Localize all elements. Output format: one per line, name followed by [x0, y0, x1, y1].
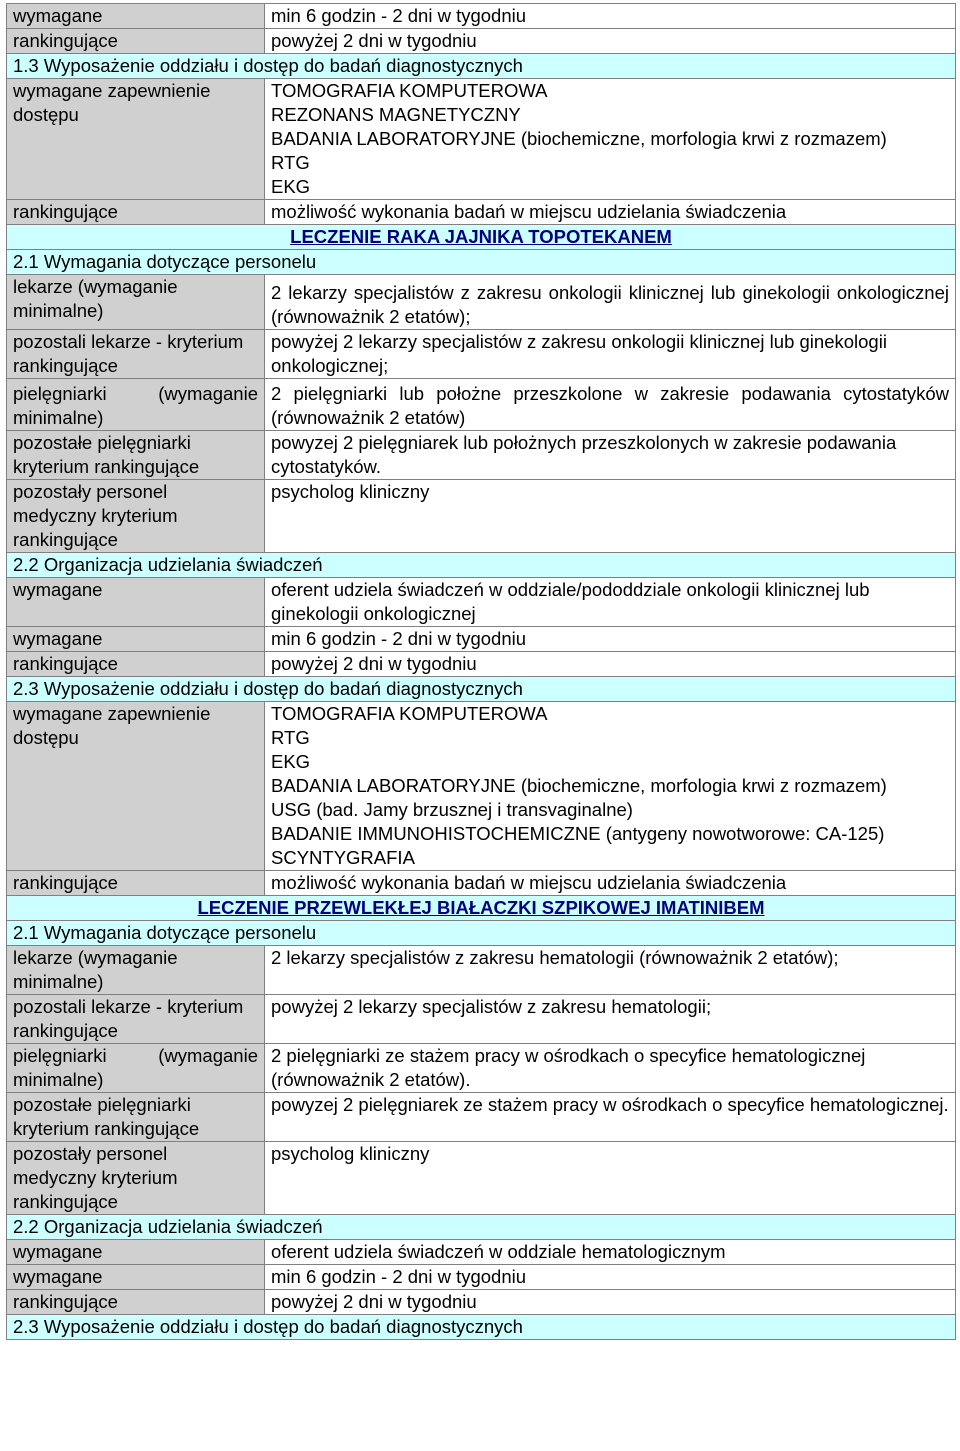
section-heading: 2.2 Organizacja udzielania świadczeń [7, 1215, 956, 1240]
row-label: wymagane [7, 4, 265, 29]
row-label: wymagane zapewnienie dostępu [7, 702, 265, 871]
section-row [7, 250, 956, 275]
equipment-item: RTG [271, 152, 310, 173]
row-value: min 6 godzin - 2 dni w tygodniu [265, 627, 956, 652]
row-value: powyżej 2 lekarzy specjalistów z zakresu hematologii; [265, 995, 956, 1044]
equipment-list [265, 79, 956, 200]
row-value: możliwość wykonania badań w miejscu udzielania świadczenia [265, 200, 956, 225]
row-value: 2 lekarzy specjalistów z zakresu hematologii (równoważnik 2 etatów); [265, 946, 956, 995]
row-label: wymagane [7, 627, 265, 652]
row-label: pozostali lekarze - kryterium rankingujące [7, 995, 265, 1044]
equipment-item: BADANIE IMMUNOHISTOCHEMICZNE (antygeny nowotworowe: CA-125) [271, 823, 885, 844]
section-row [7, 677, 956, 702]
row-label: wymagane [7, 578, 265, 627]
row-value: 2 pielęgniarki lub położne przeszkolone w zakresie podawania cytostatyków (równoważnik 2 etatów) [265, 379, 956, 431]
section-heading: 2.1 Wymagania dotyczące personelu [7, 921, 956, 946]
row-label: pozostały personel medyczny kryterium rankingujące [7, 1142, 265, 1215]
table-row [7, 480, 956, 553]
row-value: min 6 godzin - 2 dni w tygodniu [265, 4, 956, 29]
equipment-item: TOMOGRAFIA KOMPUTEROWA [271, 80, 548, 101]
table-row [7, 4, 956, 29]
section-heading: 2.2 Organizacja udzielania świadczeń [7, 553, 956, 578]
table-row [7, 1044, 956, 1093]
row-value: powyzej 2 pielęgniarek lub położnych przeszkolonych w zakresie podawania cytostatyków. [265, 431, 956, 480]
row-value: 2 lekarzy specjalistów z zakresu onkologii klinicznej lub ginekologii onkologicznej (równoważnik 2 etatów); [265, 275, 956, 330]
table-row [7, 871, 956, 896]
table-row [7, 275, 956, 330]
row-label: wymagane [7, 1265, 265, 1290]
table-row [7, 1142, 956, 1215]
table-row [7, 330, 956, 379]
section-row [7, 921, 956, 946]
table-row [7, 200, 956, 225]
section-row [7, 1315, 956, 1340]
row-label: pielęgniarki (wymaganie minimalne) [7, 379, 265, 431]
section-heading: 2.1 Wymagania dotyczące personelu [7, 250, 956, 275]
row-label: lekarze (wymaganie minimalne) [7, 946, 265, 995]
table-row [7, 627, 956, 652]
title-row [7, 896, 956, 921]
row-label: rankingujące [7, 200, 265, 225]
table-row [7, 702, 956, 871]
requirements-table [6, 3, 956, 1340]
treatment-title: LECZENIE PRZEWLEKŁEJ BIAŁACZKI SZPIKOWEJ IMATINIBEM [7, 896, 956, 921]
row-value: możliwość wykonania badań w miejscu udzielania świadczenia [265, 871, 956, 896]
row-value: min 6 godzin - 2 dni w tygodniu [265, 1265, 956, 1290]
equipment-item: BADANIA LABORATORYJNE (biochemiczne, morfologia krwi z rozmazem) [271, 775, 887, 796]
row-label: rankingujące [7, 1290, 265, 1315]
section-heading: 2.3 Wyposażenie oddziału i dostęp do badań diagnostycznych [7, 677, 956, 702]
row-value: psycholog kliniczny [265, 480, 956, 553]
row-value: oferent udziela świadczeń w oddziale hematologicznym [265, 1240, 956, 1265]
section-row [7, 1215, 956, 1240]
row-value: powyżej 2 lekarzy specjalistów z zakresu onkologii klinicznej lub ginekologii onkologicznej; [265, 330, 956, 379]
table-row [7, 1240, 956, 1265]
equipment-item: EKG [271, 176, 311, 197]
equipment-item: USG (bad. Jamy brzusznej i transvaginalne) [271, 799, 633, 820]
row-value: powyzej 2 pielęgniarek ze stażem pracy w ośrodkach o specyfice hematologicznej. [265, 1093, 956, 1142]
table-row [7, 652, 956, 677]
row-label: wymagane [7, 1240, 265, 1265]
row-label: pozostali lekarze - kryterium rankingujące [7, 330, 265, 379]
table-row [7, 995, 956, 1044]
section-row [7, 553, 956, 578]
table-row [7, 29, 956, 54]
section-row [7, 54, 956, 79]
row-value: 2 pielęgniarki ze stażem pracy w ośrodkach o specyfice hematologicznej (równoważnik 2 etatów). [265, 1044, 956, 1093]
table-row [7, 578, 956, 627]
row-label: pielęgniarki (wymaganie minimalne) [7, 1044, 265, 1093]
equipment-item: BADANIA LABORATORYJNE (biochemiczne, morfologia krwi z rozmazem) [271, 128, 887, 149]
equipment-item: TOMOGRAFIA KOMPUTEROWA [271, 703, 548, 724]
table-row [7, 946, 956, 995]
title-row [7, 225, 956, 250]
equipment-list [265, 702, 956, 871]
table-row [7, 79, 956, 200]
section-heading: 2.3 Wyposażenie oddziału i dostęp do badań diagnostycznych [7, 1315, 956, 1340]
row-value: oferent udziela świadczeń w oddziale/pododdziale onkologii klinicznej lub ginekologii onkologicznej [265, 578, 956, 627]
section-heading: 1.3 Wyposażenie oddziału i dostęp do badań diagnostycznych [7, 54, 956, 79]
table-row [7, 1290, 956, 1315]
row-label: rankingujące [7, 29, 265, 54]
table-row [7, 1265, 956, 1290]
row-value: powyżej 2 dni w tygodniu [265, 1290, 956, 1315]
table-row [7, 1093, 956, 1142]
row-label: pozostałe pielęgniarki kryterium rankingujące [7, 1093, 265, 1142]
row-value: psycholog kliniczny [265, 1142, 956, 1215]
row-label: rankingujące [7, 652, 265, 677]
table-row [7, 431, 956, 480]
row-label: pozostały personel medyczny kryterium rankingujące [7, 480, 265, 553]
document-page [6, 3, 956, 1340]
row-label: pozostałe pielęgniarki kryterium rankingujące [7, 431, 265, 480]
equipment-item: REZONANS MAGNETYCZNY [271, 104, 521, 125]
equipment-item: SCYNTYGRAFIA [271, 847, 415, 868]
equipment-item: EKG [271, 751, 311, 772]
row-label: lekarze (wymaganie minimalne) [7, 275, 265, 330]
treatment-title: LECZENIE RAKA JAJNIKA TOPOTEKANEM [7, 225, 956, 250]
row-label: rankingujące [7, 871, 265, 896]
table-row [7, 379, 956, 431]
row-label: wymagane zapewnienie dostępu [7, 79, 265, 200]
row-value: powyżej 2 dni w tygodniu [265, 29, 956, 54]
equipment-item: RTG [271, 727, 310, 748]
row-value: powyżej 2 dni w tygodniu [265, 652, 956, 677]
